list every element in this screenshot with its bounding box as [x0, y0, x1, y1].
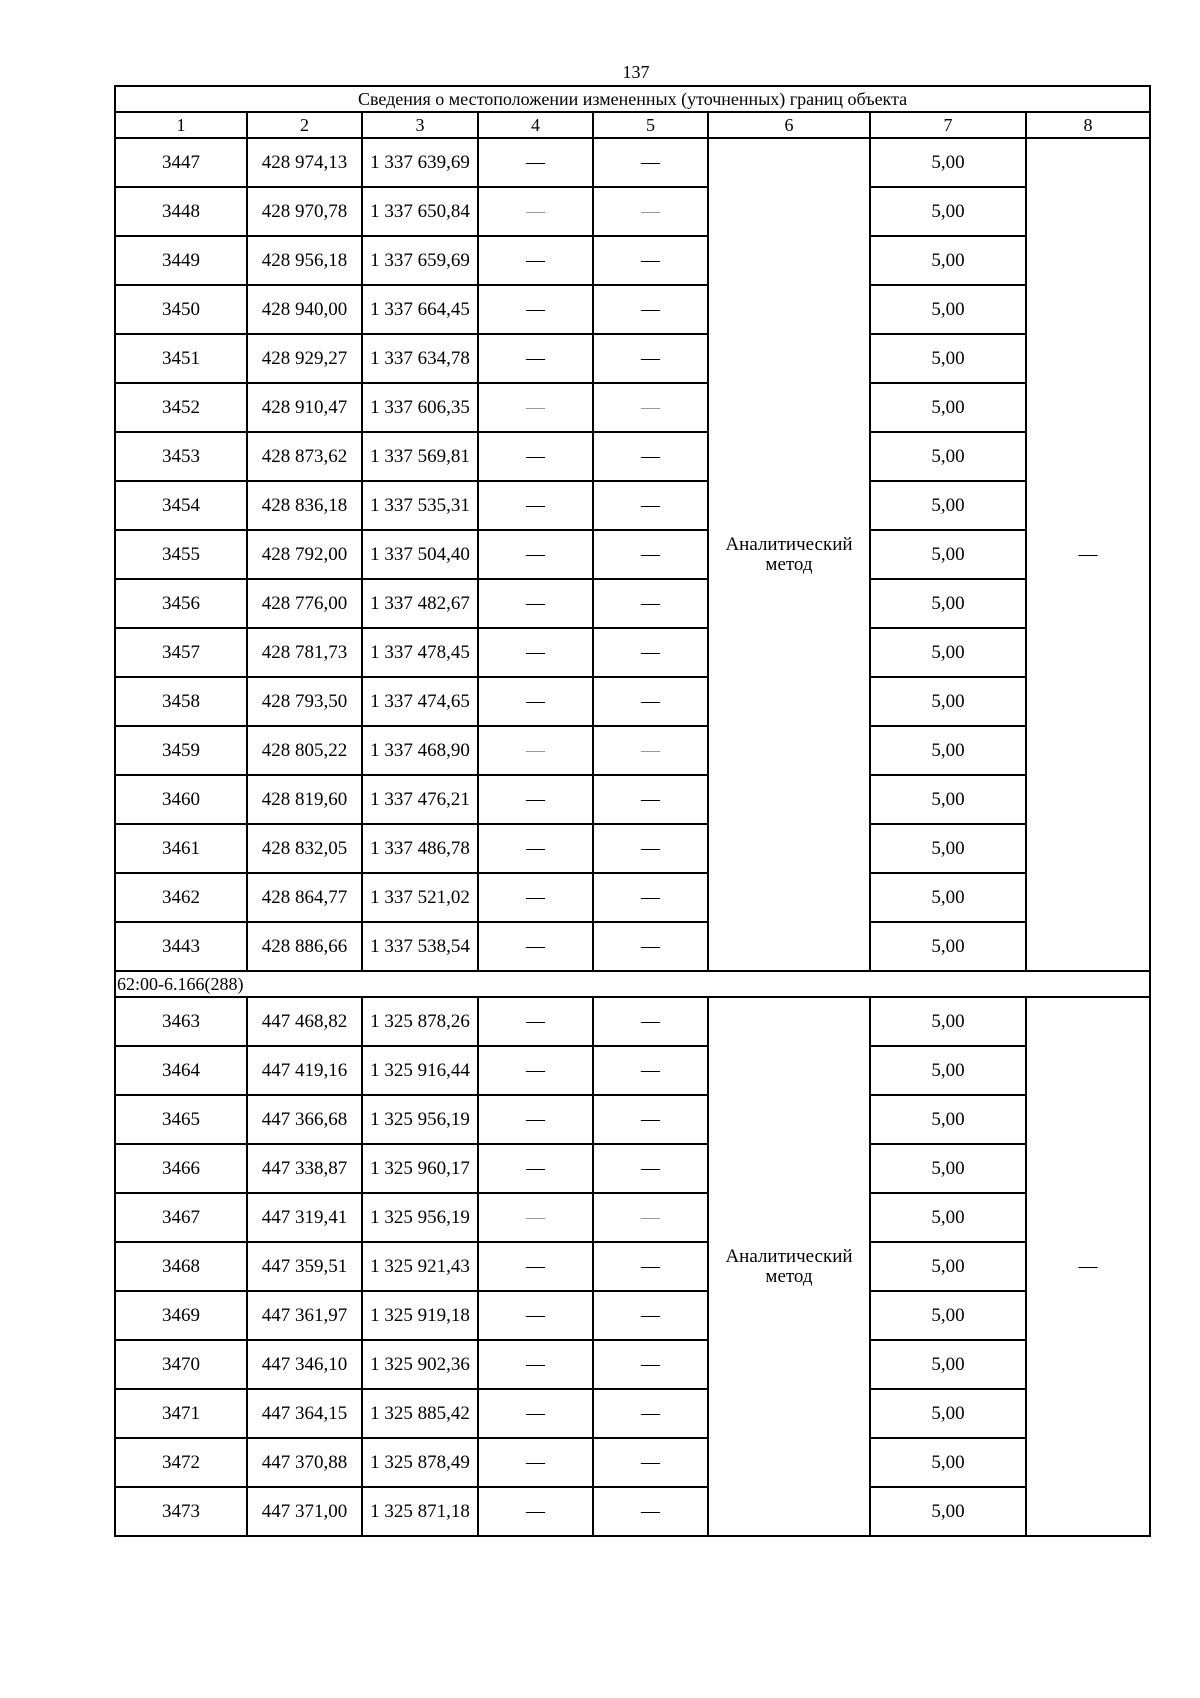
column-5-cell: —: [593, 873, 708, 922]
column-4-cell: —: [478, 922, 593, 971]
column-4-cell: —: [478, 677, 593, 726]
column-4-cell: —: [478, 530, 593, 579]
table-row: [115, 1487, 1150, 1536]
point-number-cell: 3465: [115, 1095, 247, 1144]
y-coordinate-cell: 1 337 639,69: [362, 138, 478, 187]
column-4-cell: —: [478, 138, 593, 187]
point-number-cell: 3460: [115, 775, 247, 824]
column-5-cell: —: [593, 187, 708, 236]
table-row: [115, 236, 1150, 285]
column-8-cell: —: [1026, 997, 1150, 1536]
x-coordinate-cell: 428 910,47: [247, 383, 362, 432]
point-number-cell: 3447: [115, 138, 247, 187]
point-number-cell: 3443: [115, 922, 247, 971]
point-number-cell: 3449: [115, 236, 247, 285]
column-5-cell: —: [593, 677, 708, 726]
point-number-cell: 3467: [115, 1193, 247, 1242]
table-row: [115, 873, 1150, 922]
point-number-cell: 3454: [115, 481, 247, 530]
table-row: [115, 1095, 1150, 1144]
point-number-cell: 3456: [115, 579, 247, 628]
column-4-cell: —: [478, 873, 593, 922]
x-coordinate-cell: 447 319,41: [247, 1193, 362, 1242]
column-5-cell: —: [593, 579, 708, 628]
column-7-cell: 5,00: [870, 1291, 1026, 1340]
column-4-cell: —: [478, 824, 593, 873]
table-row: [115, 1242, 1150, 1291]
column-7-cell: 5,00: [870, 1046, 1026, 1095]
y-coordinate-cell: 1 337 634,78: [362, 334, 478, 383]
point-number-cell: 3453: [115, 432, 247, 481]
y-coordinate-cell: 1 337 474,65: [362, 677, 478, 726]
column-7-cell: 5,00: [870, 1340, 1026, 1389]
column-4-cell: —: [478, 726, 593, 775]
column-5-cell: —: [593, 997, 708, 1046]
y-coordinate-cell: 1 325 960,17: [362, 1144, 478, 1193]
y-coordinate-cell: 1 325 878,26: [362, 997, 478, 1046]
y-coordinate-cell: 1 337 478,45: [362, 628, 478, 677]
x-coordinate-cell: 447 364,15: [247, 1389, 362, 1438]
x-coordinate-cell: 428 940,00: [247, 285, 362, 334]
y-coordinate-cell: 1 325 956,19: [362, 1193, 478, 1242]
table-row: [115, 187, 1150, 236]
x-coordinate-cell: 428 832,05: [247, 824, 362, 873]
point-number-cell: 3463: [115, 997, 247, 1046]
x-coordinate-cell: 428 793,50: [247, 677, 362, 726]
column-5-cell: —: [593, 383, 708, 432]
table-row: [115, 628, 1150, 677]
x-coordinate-cell: 428 956,18: [247, 236, 362, 285]
column-7-cell: 5,00: [870, 383, 1026, 432]
column-4-cell: —: [478, 187, 593, 236]
column-7-cell: 5,00: [870, 775, 1026, 824]
point-number-cell: 3473: [115, 1487, 247, 1536]
table-row: [115, 1291, 1150, 1340]
column-7-cell: 5,00: [870, 1487, 1026, 1536]
x-coordinate-cell: 428 776,00: [247, 579, 362, 628]
method-text: Аналитический метод: [725, 1245, 853, 1287]
table-row: [115, 1144, 1150, 1193]
table-row: [115, 530, 1150, 579]
column-5-cell: —: [593, 334, 708, 383]
point-number-cell: 3457: [115, 628, 247, 677]
column-5-cell: —: [593, 628, 708, 677]
column-5-cell: —: [593, 726, 708, 775]
column-4-cell: —: [478, 383, 593, 432]
x-coordinate-cell: 428 929,27: [247, 334, 362, 383]
column-7-cell: 5,00: [870, 481, 1026, 530]
column-4-cell: —: [478, 579, 593, 628]
y-coordinate-cell: 1 337 659,69: [362, 236, 478, 285]
x-coordinate-cell: 428 970,78: [247, 187, 362, 236]
column-5-cell: —: [593, 1144, 708, 1193]
y-coordinate-cell: 1 325 902,36: [362, 1340, 478, 1389]
column-4-cell: —: [478, 628, 593, 677]
x-coordinate-cell: 428 781,73: [247, 628, 362, 677]
y-coordinate-cell: 1 337 569,81: [362, 432, 478, 481]
point-number-cell: 3472: [115, 1438, 247, 1487]
point-number-cell: 3468: [115, 1242, 247, 1291]
column-4-cell: —: [478, 1193, 593, 1242]
column-5-cell: —: [593, 1438, 708, 1487]
table-row: [115, 1340, 1150, 1389]
y-coordinate-cell: 1 325 916,44: [362, 1046, 478, 1095]
column-7-cell: 5,00: [870, 1438, 1026, 1487]
table-row: [115, 1046, 1150, 1095]
y-coordinate-cell: 1 325 871,18: [362, 1487, 478, 1536]
y-coordinate-cell: 1 337 664,45: [362, 285, 478, 334]
column-5-cell: —: [593, 432, 708, 481]
column-5-cell: —: [593, 922, 708, 971]
column-7-cell: 5,00: [870, 824, 1026, 873]
y-coordinate-cell: 1 337 476,21: [362, 775, 478, 824]
column-number: 7: [870, 112, 1026, 138]
x-coordinate-cell: 428 792,00: [247, 530, 362, 579]
column-7-cell: 5,00: [870, 285, 1026, 334]
column-7-cell: 5,00: [870, 1193, 1026, 1242]
column-4-cell: —: [478, 1291, 593, 1340]
column-5-cell: —: [593, 1193, 708, 1242]
column-5-cell: —: [593, 138, 708, 187]
y-coordinate-cell: 1 325 885,42: [362, 1389, 478, 1438]
y-coordinate-cell: 1 337 468,90: [362, 726, 478, 775]
column-number: 1: [115, 112, 247, 138]
boundary-coordinates-table: [114, 85, 1151, 1537]
column-5-cell: —: [593, 1242, 708, 1291]
column-4-cell: —: [478, 1144, 593, 1193]
column-7-cell: 5,00: [870, 530, 1026, 579]
column-4-cell: —: [478, 334, 593, 383]
column-7-cell: 5,00: [870, 334, 1026, 383]
y-coordinate-cell: 1 337 504,40: [362, 530, 478, 579]
point-number-cell: 3466: [115, 1144, 247, 1193]
column-7-cell: 5,00: [870, 873, 1026, 922]
column-number: 5: [593, 112, 708, 138]
method-text: Аналитический метод: [725, 533, 853, 575]
table-row: [115, 334, 1150, 383]
column-number: 8: [1026, 112, 1150, 138]
column-7-cell: 5,00: [870, 1389, 1026, 1438]
x-coordinate-cell: 428 864,77: [247, 873, 362, 922]
column-5-cell: —: [593, 775, 708, 824]
y-coordinate-cell: 1 337 650,84: [362, 187, 478, 236]
column-5-cell: —: [593, 236, 708, 285]
point-number-cell: 3461: [115, 824, 247, 873]
point-number-cell: 3459: [115, 726, 247, 775]
column-4-cell: —: [478, 775, 593, 824]
x-coordinate-cell: 447 370,88: [247, 1438, 362, 1487]
column-5-cell: —: [593, 824, 708, 873]
point-number-cell: 3469: [115, 1291, 247, 1340]
column-4-cell: —: [478, 1438, 593, 1487]
column-4-cell: —: [478, 1095, 593, 1144]
column-4-cell: —: [478, 285, 593, 334]
x-coordinate-cell: 428 836,18: [247, 481, 362, 530]
table-row: [115, 481, 1150, 530]
y-coordinate-cell: 1 325 919,18: [362, 1291, 478, 1340]
x-coordinate-cell: 428 805,22: [247, 726, 362, 775]
column-5-cell: —: [593, 530, 708, 579]
column-7-cell: 5,00: [870, 628, 1026, 677]
column-7-cell: 5,00: [870, 922, 1026, 971]
column-7-cell: 5,00: [870, 677, 1026, 726]
y-coordinate-cell: 1 337 486,78: [362, 824, 478, 873]
x-coordinate-cell: 447 366,68: [247, 1095, 362, 1144]
x-coordinate-cell: 447 359,51: [247, 1242, 362, 1291]
x-coordinate-cell: 428 974,13: [247, 138, 362, 187]
table-row: [115, 579, 1150, 628]
table-row: [115, 922, 1150, 971]
column-number-row: [115, 112, 1150, 138]
y-coordinate-cell: 1 337 521,02: [362, 873, 478, 922]
table-title: Сведения о местоположении измененных (уточненных) границ объекта: [115, 86, 1150, 112]
x-coordinate-cell: 447 338,87: [247, 1144, 362, 1193]
column-4-cell: —: [478, 1389, 593, 1438]
column-8-cell: —: [1026, 138, 1150, 971]
x-coordinate-cell: 447 371,00: [247, 1487, 362, 1536]
point-number-cell: 3464: [115, 1046, 247, 1095]
column-4-cell: —: [478, 432, 593, 481]
column-4-cell: —: [478, 236, 593, 285]
x-coordinate-cell: 447 346,10: [247, 1340, 362, 1389]
table-row: [115, 677, 1150, 726]
table-row: [115, 383, 1150, 432]
point-number-cell: 3452: [115, 383, 247, 432]
column-7-cell: 5,00: [870, 726, 1026, 775]
table-row: [115, 285, 1150, 334]
x-coordinate-cell: 447 361,97: [247, 1291, 362, 1340]
point-number-cell: 3451: [115, 334, 247, 383]
column-5-cell: —: [593, 481, 708, 530]
column-7-cell: 5,00: [870, 236, 1026, 285]
table-row: [115, 775, 1150, 824]
column-4-cell: —: [478, 1340, 593, 1389]
column-number: 3: [362, 112, 478, 138]
table-row: [115, 1438, 1150, 1487]
x-coordinate-cell: 447 468,82: [247, 997, 362, 1046]
column-4-cell: —: [478, 1046, 593, 1095]
column-7-cell: 5,00: [870, 187, 1026, 236]
column-7-cell: 5,00: [870, 997, 1026, 1046]
column-7-cell: 5,00: [870, 1144, 1026, 1193]
column-4-cell: —: [478, 1487, 593, 1536]
column-4-cell: —: [478, 481, 593, 530]
column-5-cell: —: [593, 1095, 708, 1144]
method-cell: [708, 138, 870, 971]
column-5-cell: —: [593, 1340, 708, 1389]
y-coordinate-cell: 1 337 538,54: [362, 922, 478, 971]
point-number-cell: 3448: [115, 187, 247, 236]
column-7-cell: 5,00: [870, 1095, 1026, 1144]
y-coordinate-cell: 1 325 956,19: [362, 1095, 478, 1144]
column-5-cell: —: [593, 1487, 708, 1536]
table-row: [115, 1389, 1150, 1438]
table-row: [115, 997, 1150, 1046]
column-5-cell: —: [593, 1389, 708, 1438]
table-row: [115, 138, 1150, 187]
y-coordinate-cell: 1 337 606,35: [362, 383, 478, 432]
point-number-cell: 3471: [115, 1389, 247, 1438]
table-row: [115, 824, 1150, 873]
column-4-cell: —: [478, 1242, 593, 1291]
column-5-cell: —: [593, 1046, 708, 1095]
point-number-cell: 3458: [115, 677, 247, 726]
y-coordinate-cell: 1 337 482,67: [362, 579, 478, 628]
x-coordinate-cell: 428 886,66: [247, 922, 362, 971]
column-7-cell: 5,00: [870, 1242, 1026, 1291]
section-label: 62:00-6.166(288): [115, 971, 1150, 997]
page-number: 137: [622, 62, 650, 82]
column-7-cell: 5,00: [870, 138, 1026, 187]
section-header-row: [115, 971, 1150, 997]
column-number: 6: [708, 112, 870, 138]
point-number-cell: 3450: [115, 285, 247, 334]
x-coordinate-cell: 428 819,60: [247, 775, 362, 824]
point-number-cell: 3455: [115, 530, 247, 579]
table-row: [115, 432, 1150, 481]
column-number: 2: [247, 112, 362, 138]
column-4-cell: —: [478, 997, 593, 1046]
point-number-cell: 3462: [115, 873, 247, 922]
y-coordinate-cell: 1 325 878,49: [362, 1438, 478, 1487]
table-row: [115, 726, 1150, 775]
column-5-cell: —: [593, 285, 708, 334]
point-number-cell: 3470: [115, 1340, 247, 1389]
column-7-cell: 5,00: [870, 579, 1026, 628]
method-cell: [708, 997, 870, 1536]
column-number: 4: [478, 112, 593, 138]
x-coordinate-cell: 447 419,16: [247, 1046, 362, 1095]
y-coordinate-cell: 1 325 921,43: [362, 1242, 478, 1291]
column-5-cell: —: [593, 1291, 708, 1340]
table-row: [115, 1193, 1150, 1242]
y-coordinate-cell: 1 337 535,31: [362, 481, 478, 530]
x-coordinate-cell: 428 873,62: [247, 432, 362, 481]
column-7-cell: 5,00: [870, 432, 1026, 481]
